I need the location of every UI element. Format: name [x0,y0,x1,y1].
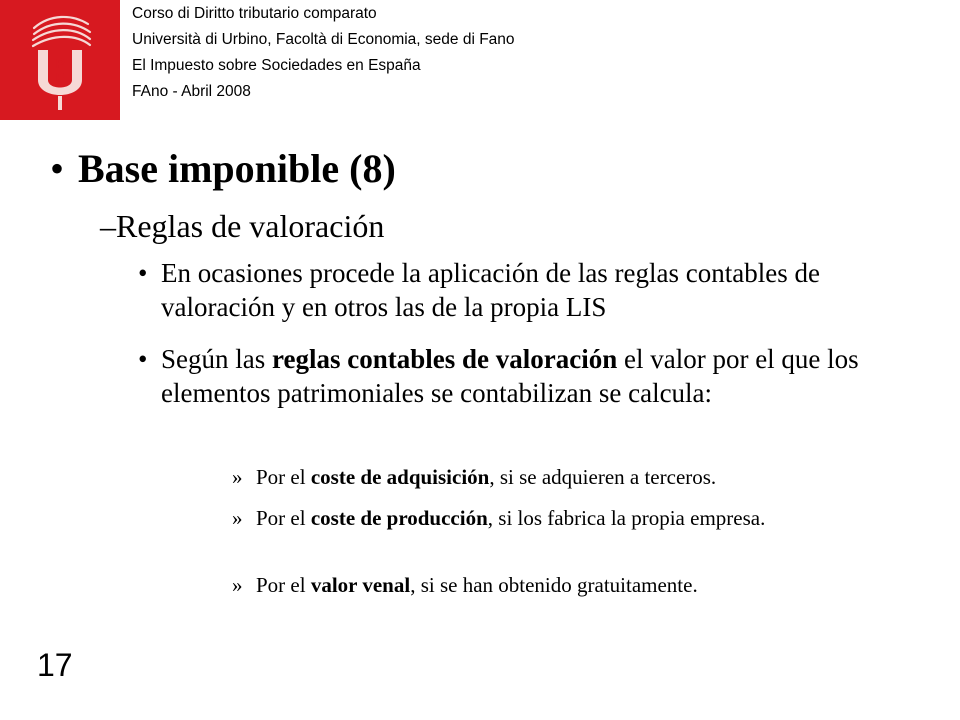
text-run: Por el [256,506,311,530]
text-run: , si los fabrica la propia empresa. [487,506,766,530]
bullet-marker: • [138,258,148,288]
logo-emblem-icon [0,0,120,120]
text-run: Por el [256,465,311,489]
bullet-point-2-text [161,342,898,410]
bullet-point-1 [138,256,898,324]
text-run: , si se han obtenido gratuitamente. [410,573,698,597]
bullet-point-2 [138,342,898,410]
sub-point-2 [232,503,872,533]
bold-term: coste de producción [310,506,488,530]
sub-point-1 [232,462,872,492]
sub-bullet-marker: » [232,506,243,530]
bold-term: coste de adquisición [310,465,490,489]
subtitle-text: Reglas de valoración [116,208,385,244]
header-date-line: FAno - Abril 2008 [132,83,251,100]
logo-lettering-f: F [55,69,65,85]
header-course-line: Corso di Diritto tributario comparato [132,5,377,22]
logo-lettering-p: P [55,55,65,71]
text-run: el valor por el que los elementos patrimoniales se contabilizan se calcula: [161,344,859,408]
text-run: Según las [161,344,272,374]
bold-term: valor venal [310,573,411,597]
header-topic-line: El Impuesto sobre Sociedades en España [132,57,421,74]
bold-term: reglas contables de valoración [272,344,618,374]
sub-point-2-text [256,503,872,533]
text-run: Por el [256,573,311,597]
title-text: Base imponible (8) [78,146,396,191]
bullet-point-1-text: En ocasiones procede la aplicación de las reglas contables de valoración y en otros las de la propia LIS [161,258,820,322]
sub-bullet-marker: » [232,573,243,597]
sub-point-1-text [256,462,872,492]
university-logo [0,0,120,120]
sub-bullet-marker: » [232,465,243,489]
sub-point-3-text [256,570,872,600]
text-run: , si se adquieren a terceros. [489,465,717,489]
subtitle-dash: – [100,208,116,244]
course-header [132,1,515,105]
page-number: 17 [37,647,73,683]
header-university-line: Università di Urbino, Facoltà di Economia, sede di Fano [132,31,515,48]
title-bullet: • [50,146,65,191]
bullet-marker: • [138,344,148,374]
sub-point-3 [232,570,872,600]
subtitle [100,206,384,246]
